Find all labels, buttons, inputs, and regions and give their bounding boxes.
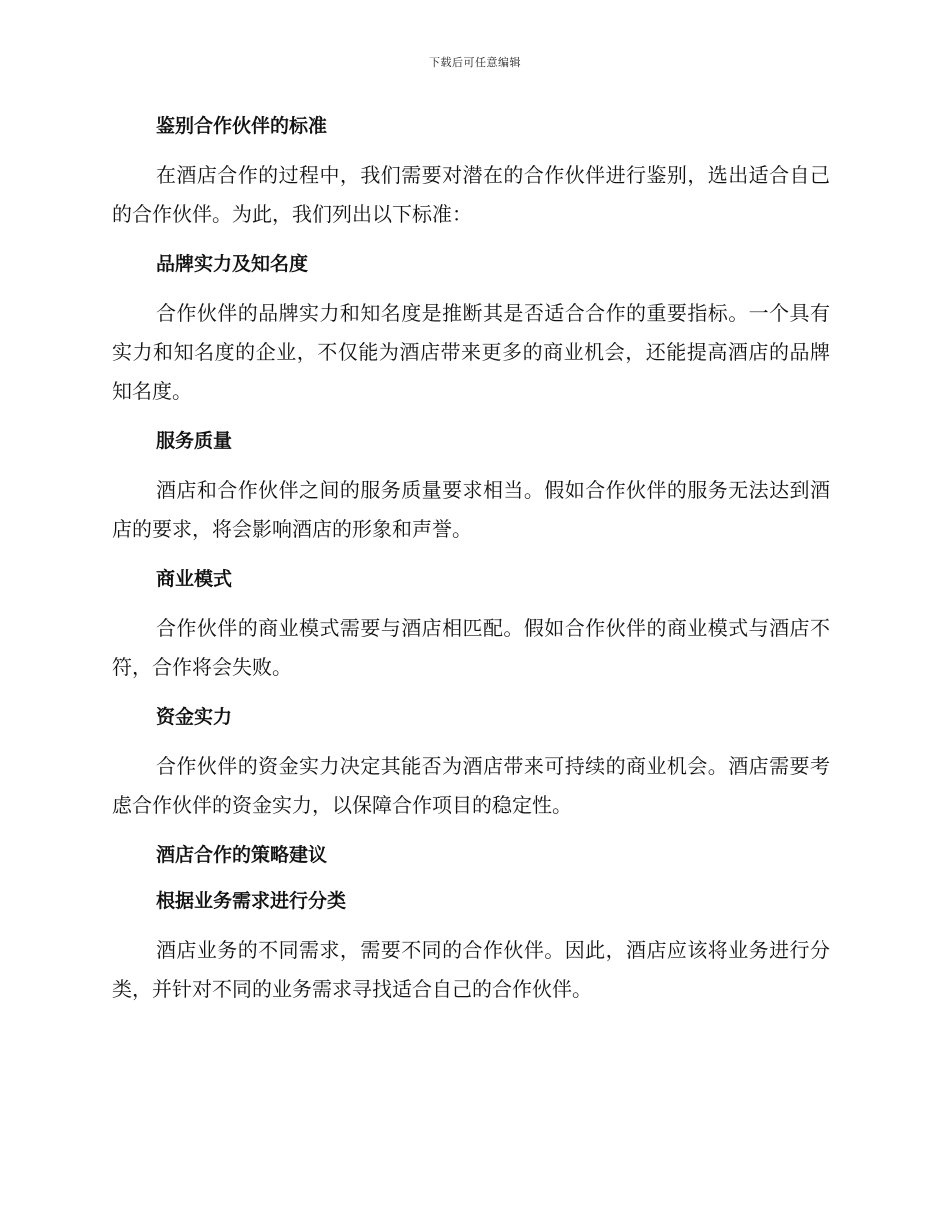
section-heading-partner-criteria: 鉴别合作伙伴的标准 — [156, 115, 328, 137]
section-paragraph-classify-by-needs: 酒店业务的不同需求，需要不同的合作伙伴。因此，酒店应该将业务进行分类，并针对不同的业务需求寻找适合自己的合作伙伴。 — [112, 938, 830, 1001]
page-header: 下载后可任意编辑 — [429, 56, 521, 69]
section-paragraph-service-quality: 酒店和合作伙伴之间的服务质量要求相当。假如合作伙伴的服务无法达到酒店的要求，将会影响酒店的形象和声誉。 — [112, 478, 830, 541]
section-heading-strategy-advice: 酒店合作的策略建议 — [156, 844, 328, 866]
section-heading-business-model: 商业模式 — [156, 568, 233, 590]
section-paragraph-partner-criteria: 在酒店合作的过程中，我们需要对潜在的合作伙伴进行鉴别，选出适合自己的合作伙伴。为此，我们列出以下标准： — [112, 163, 830, 226]
document-body — [112, 110, 830, 1023]
section-paragraph-business-model: 合作伙伴的商业模式需要与酒店相匹配。假如合作伙伴的商业模式与酒店不符，合作将会失败。 — [112, 616, 830, 679]
section-heading-brand-strength: 品牌实力及知名度 — [156, 253, 309, 275]
section-paragraph-financial-strength: 合作伙伴的资金实力决定其能否为酒店带来可持续的商业机会。酒店需要考虑合作伙伴的资金实力，以保障合作项目的稳定性。 — [112, 754, 830, 817]
section-paragraph-brand-strength: 合作伙伴的品牌实力和知名度是推断其是否适合合作的重要指标。一个具有实力和知名度的企业，不仅能为酒店带来更多的商业机会，还能提高酒店的品牌知名度。 — [112, 301, 830, 403]
section-heading-financial-strength: 资金实力 — [156, 706, 233, 728]
section-heading-service-quality: 服务质量 — [156, 430, 233, 452]
section-heading-classify-by-needs: 根据业务需求进行分类 — [156, 890, 347, 912]
